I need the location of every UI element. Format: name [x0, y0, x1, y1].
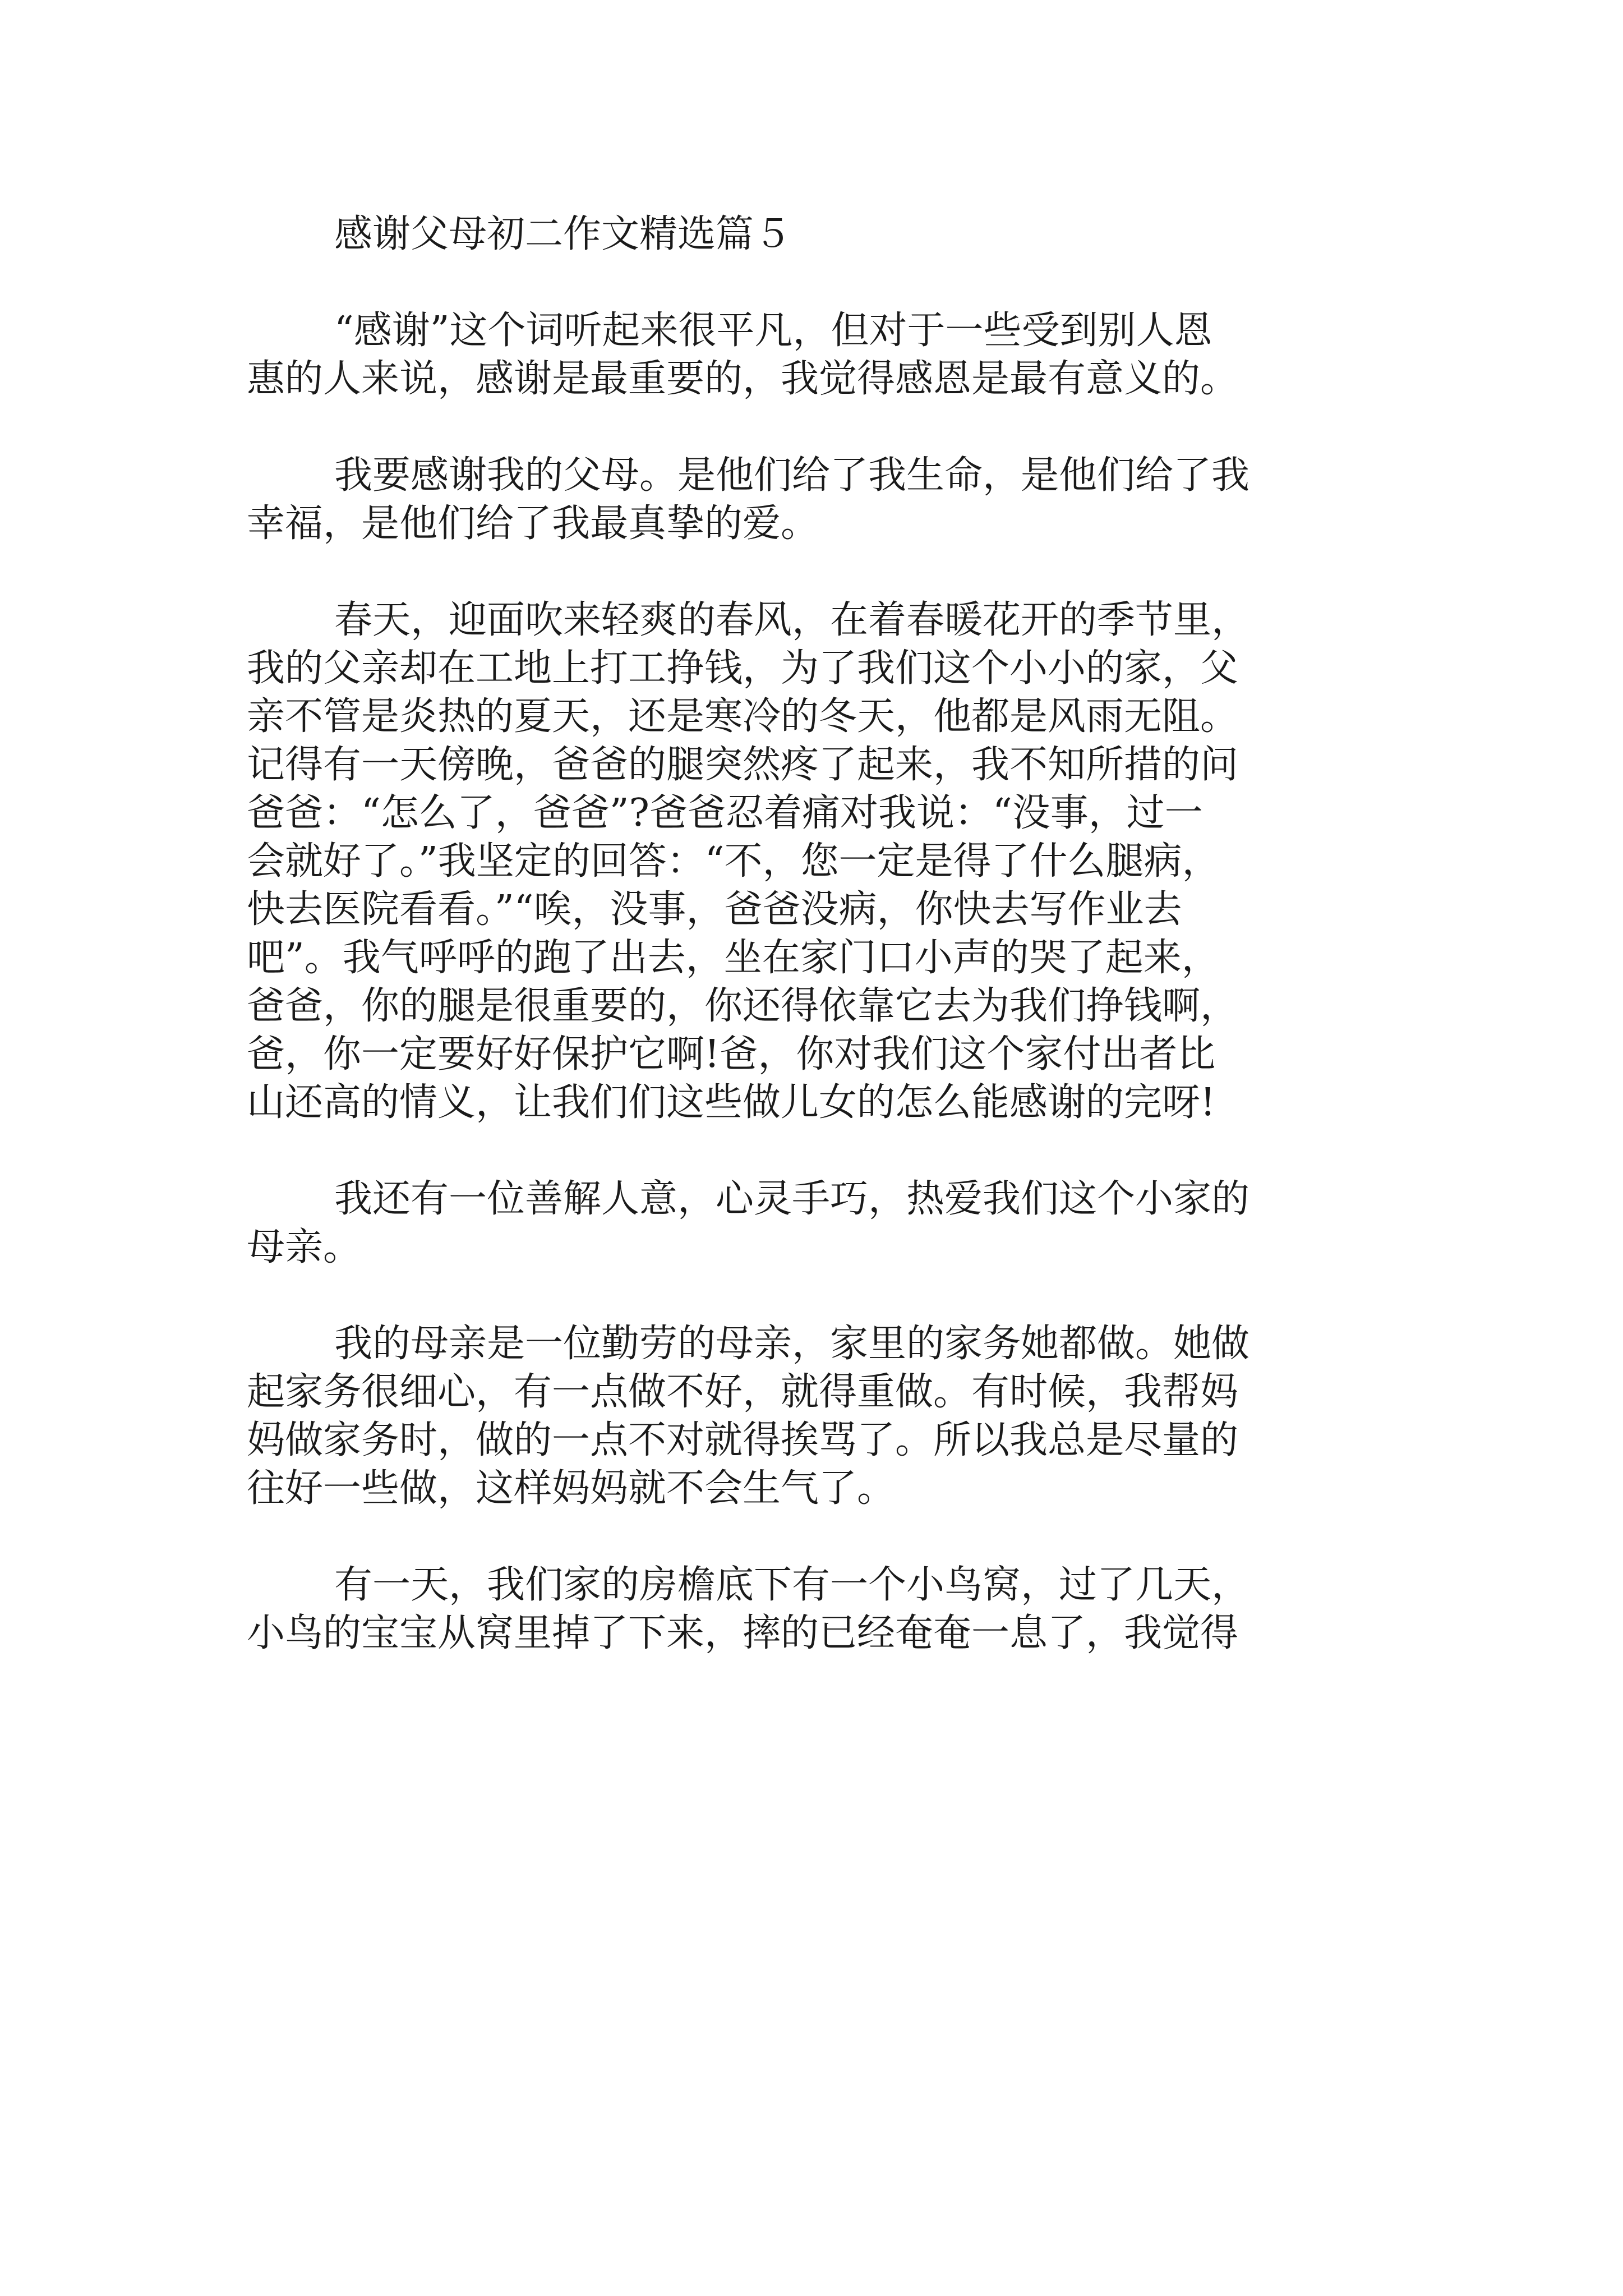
paragraph-5-line-4: 往好一些做，这样妈妈就不会生气了。 — [247, 1466, 896, 1511]
paragraph-3-line-2: 我的父亲却在工地上打工挣钱，为了我们这个小小的家，父 — [247, 646, 1239, 691]
paragraph-5-line-1: 我的母亲是一位勤劳的母亲，家里的家务她都做。她做 — [334, 1322, 1250, 1366]
document-title: 感谢父母初二作文精选篇５ — [334, 212, 792, 256]
paragraph-6-line-1: 有一天，我们家的房檐底下有一个小鸟窝，过了几天， — [334, 1563, 1250, 1607]
spacer — [247, 1272, 1385, 1320]
spacer — [247, 1127, 1385, 1175]
paragraph-3-line-11: 山还高的情义，让我们们这些做儿女的怎么能感谢的完呀! — [247, 1080, 1216, 1125]
paragraph-3-line-1: 春天，迎面吹来轻爽的春风，在着春暖花开的季节里， — [334, 598, 1250, 642]
paragraph-3-line-6: 会就好了。”我坚定的回答：“不，您一定是得了什么腿病， — [247, 839, 1220, 884]
document-body — [247, 210, 1385, 1658]
paragraph-3-line-5: 爸爸：“怎么了，爸爸”?爸爸忍着痛对我说：“没事，过一 — [247, 791, 1203, 835]
paragraph-1-line-2: 惠的人来说，感谢是最重要的，我觉得感恩是最有意义的。 — [247, 357, 1239, 401]
paragraph-3-line-3: 亲不管是炎热的夏天，还是寒冷的冬天，他都是风雨无阻。 — [247, 694, 1239, 739]
paragraph-1-line-1: “感谢”这个词听起来很平凡，但对于一些受到别人恩 — [334, 309, 1212, 353]
paragraph-3-line-4: 记得有一天傍晚，爸爸的腿突然疼了起来，我不知所措的问 — [247, 743, 1239, 787]
paragraph-2-line-2: 幸福，是他们给了我最真挚的爱。 — [247, 501, 819, 546]
paragraph-3-line-8: 吧”。我气呼呼的跑了出去，坐在家门口小声的哭了起来， — [247, 936, 1220, 980]
paragraph-2-line-1: 我要感谢我的父母。是他们给了我生命，是他们给了我 — [334, 453, 1250, 498]
spacer — [247, 259, 1385, 307]
paragraph-4-line-2: 母亲。 — [247, 1225, 362, 1269]
spacer — [247, 403, 1385, 452]
paragraph-5-line-2: 起家务很细心，有一点做不好，就得重做。有时候，我帮妈 — [247, 1370, 1239, 1414]
paragraph-3-line-10: 爸，你一定要好好保护它啊!爸，你对我们这个家付出者比 — [247, 1032, 1216, 1076]
spacer — [247, 1513, 1385, 1561]
paragraph-3-line-9: 爸爸，你的腿是很重要的，你还得依靠它去为我们挣钱啊， — [247, 984, 1239, 1028]
paragraph-3-line-7: 快去医院看看。”“唉，没事，爸爸没病，你快去写作业去 — [247, 887, 1182, 932]
paragraph-4-line-1: 我还有一位善解人意，心灵手巧，热爱我们这个小家的 — [334, 1177, 1250, 1221]
paragraph-6-line-2: 小鸟的宝宝从窝里掉了下来，摔的已经奄奄一息了，我觉得 — [247, 1611, 1239, 1655]
paragraph-5-line-3: 妈做家务时，做的一点不对就得挨骂了。所以我总是尽量的 — [247, 1418, 1239, 1462]
spacer — [247, 548, 1385, 596]
